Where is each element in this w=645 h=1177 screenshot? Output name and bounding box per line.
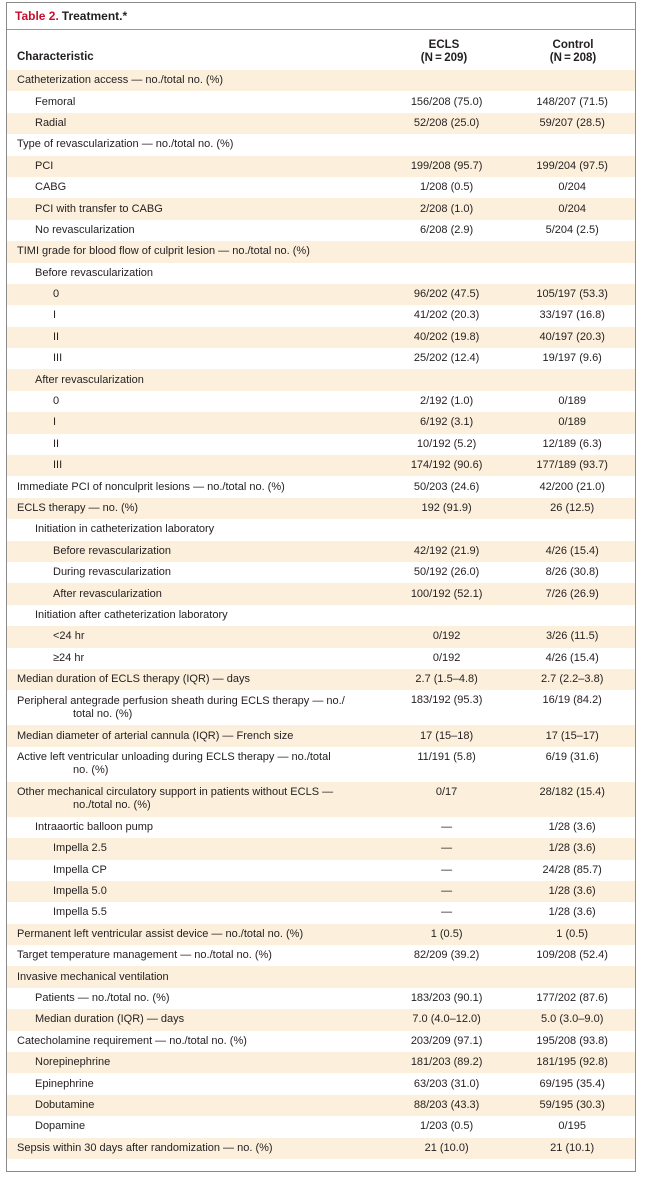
cell-control: 4/26 (15.4) [545, 651, 599, 664]
cell-ecls: 52/208 (25.0) [413, 116, 480, 129]
cell-ecls [384, 134, 510, 155]
table-row [7, 562, 635, 583]
table-row [7, 113, 635, 134]
row-label: ≥24 hr [53, 651, 85, 664]
table-caption: Treatment.* [61, 9, 128, 23]
cell-control: 19/197 (9.6) [542, 352, 602, 365]
cell-control: 59/207 (28.5) [539, 116, 605, 129]
table-row [7, 434, 635, 455]
table-row [7, 519, 635, 540]
table-row [7, 1116, 635, 1137]
table-row [7, 924, 635, 945]
table-row [7, 305, 635, 326]
table-row [7, 91, 635, 112]
table-number: Table 2. [15, 9, 59, 23]
cell-ecls: 42/192 (21.9) [413, 544, 480, 557]
cell-ecls: 2.7 (1.5–4.8) [415, 673, 478, 686]
table-row [7, 412, 635, 433]
cell-control: 33/197 (16.8) [539, 309, 605, 322]
cell-control [509, 966, 635, 987]
table-title [7, 3, 635, 30]
column-header-control [503, 39, 643, 65]
table-row [7, 648, 635, 669]
cell-ecls: 1/208 (0.5) [419, 181, 474, 194]
row-label: Median duration of ECLS therapy (IQR) — days [17, 673, 250, 686]
cell-control: 1/28 (3.6) [548, 842, 596, 855]
cell-ecls: 6/192 (3.1) [419, 416, 474, 429]
cell-ecls: 1/203 (0.5) [419, 1120, 474, 1133]
table-row [7, 605, 635, 626]
table-row [7, 945, 635, 966]
row-label: Femoral [35, 95, 76, 108]
row-label: Norepinephrine [35, 1056, 111, 1069]
cell-ecls: — [441, 820, 453, 833]
row-label: III [53, 352, 63, 365]
table-row [7, 838, 635, 859]
table-row [7, 902, 635, 923]
cell-control: 6/19 (31.6) [545, 750, 599, 763]
cell-control: 28/182 (15.4) [539, 785, 605, 798]
table-row [7, 1052, 635, 1073]
table-row [7, 747, 635, 782]
cell-ecls: 6/208 (2.9) [419, 223, 474, 236]
table-row [7, 817, 635, 838]
row-label: No revascularization [35, 223, 135, 236]
cell-control: 177/202 (87.6) [536, 992, 608, 1005]
cell-control: 8/26 (30.8) [545, 566, 599, 579]
table-row [7, 284, 635, 305]
row-label: ECLS therapy — no. (%) [17, 502, 139, 514]
row-label: During revascularization [53, 566, 171, 579]
cell-ecls: 0/192 [432, 651, 461, 664]
cell-ecls: 2/192 (1.0) [419, 395, 474, 408]
cell-control: 3/26 (11.5) [546, 630, 599, 643]
control-n: (N = 208) [549, 52, 597, 64]
row-label: Initiation after catheterization laboratory [35, 608, 228, 621]
cell-ecls: 50/192 (26.0) [413, 566, 480, 579]
cell-control [509, 241, 635, 262]
table-row [7, 690, 635, 725]
table-header [7, 30, 635, 70]
row-label: I [53, 416, 57, 429]
cell-control: 0/195 [558, 1120, 586, 1133]
row-label: Target temperature management — no./total no. (%) [17, 949, 272, 962]
row-label: Intraaortic balloon pump [35, 820, 154, 833]
cell-control: 17 (15–17) [545, 729, 599, 742]
row-label: Immediate PCI of nonculprit lesions — no./total no. (%) [17, 480, 285, 493]
cell-control: 4/26 (15.4) [545, 544, 599, 557]
cell-control: 59/195 (30.3) [539, 1098, 605, 1111]
row-label: PCI [35, 159, 54, 172]
ecls-name: ECLS [428, 39, 460, 51]
cell-ecls: 7.0 (4.0–12.0) [412, 1013, 481, 1026]
row-label: Median diameter of arterial cannula (IQR) — French size [17, 729, 294, 742]
cell-control: 16/19 (84.2) [542, 694, 602, 707]
row-label: Catecholamine requirement — no./total no. (%) [17, 1034, 247, 1047]
cell-ecls: — [441, 863, 453, 876]
table-row [7, 198, 635, 219]
cell-ecls [384, 70, 510, 91]
table-row [7, 220, 635, 241]
cell-control: 177/189 (93.7) [536, 459, 608, 472]
row-label: Initiation in catheterization laboratory [35, 523, 215, 536]
row-label [7, 690, 384, 725]
table-row [7, 369, 635, 390]
cell-control: 42/200 (21.0) [539, 480, 605, 493]
row-label: II [53, 437, 60, 450]
cell-ecls: 41/202 (20.3) [413, 309, 480, 322]
cell-ecls [384, 369, 510, 390]
table-row [7, 498, 635, 519]
cell-ecls: 21 (10.0) [424, 1141, 469, 1154]
column-header-ecls [374, 39, 514, 65]
cell-control: 1/28 (3.6) [548, 906, 596, 919]
cell-control: 12/189 (6.3) [542, 437, 602, 450]
cell-control [509, 369, 635, 390]
cell-control: 69/195 (35.4) [539, 1077, 605, 1090]
cell-control: 0/189 [558, 416, 586, 429]
cell-ecls: 88/203 (43.3) [413, 1098, 480, 1111]
cell-ecls: 96/202 (47.5) [413, 288, 480, 301]
cell-control: 5/204 (2.5) [545, 223, 599, 236]
cell-ecls: 1 (0.5) [430, 927, 463, 940]
cell-control: 1 (0.5) [556, 927, 589, 940]
cell-control: 1/28 (3.6) [548, 820, 596, 833]
cell-ecls: 0/192 [432, 630, 461, 643]
table-row [7, 860, 635, 881]
cell-ecls: — [441, 906, 453, 919]
table-row [7, 177, 635, 198]
cell-ecls: 40/202 (19.8) [413, 330, 480, 343]
cell-control: 0/204 [558, 202, 586, 215]
table-row [7, 348, 635, 369]
table-row [7, 669, 635, 690]
row-label: 0 [53, 288, 60, 301]
table-row [7, 70, 635, 91]
cell-control: 2.7 (2.2–3.8) [541, 673, 604, 686]
row-label: Invasive mechanical ventilation [17, 970, 169, 983]
cell-control: 195/208 (93.8) [536, 1034, 608, 1047]
row-label-line2: total no. (%) [73, 707, 133, 720]
treatment-table [7, 70, 635, 1159]
cell-ecls: 0/17 [435, 785, 458, 798]
table-row [7, 725, 635, 746]
cell-ecls: 17 (15–18) [419, 729, 474, 742]
row-label: Dobutamine [35, 1098, 95, 1111]
cell-control: 105/197 (53.3) [536, 288, 608, 301]
table-row [7, 1009, 635, 1030]
cell-control: 5.0 (3.0–9.0) [541, 1013, 604, 1026]
cell-control: 181/195 (92.8) [536, 1056, 608, 1069]
row-label: Median duration (IQR) — days [35, 1013, 185, 1026]
table-row [7, 988, 635, 1009]
row-label [7, 747, 384, 782]
cell-ecls: 174/192 (90.6) [410, 459, 483, 472]
row-label: Catheterization access — no./total no. (%) [17, 74, 224, 87]
row-label: Sepsis within 30 days after randomization — no. (%) [17, 1141, 273, 1154]
cell-ecls: 183/203 (90.1) [410, 992, 483, 1005]
row-label: After revascularization [53, 587, 162, 600]
cell-control: 148/207 (71.5) [536, 95, 608, 108]
cell-ecls [384, 519, 510, 540]
ecls-n: (N = 209) [420, 52, 468, 64]
cell-control [509, 134, 635, 155]
row-label: CABG [35, 181, 67, 194]
row-label-line2: no./total no. (%) [73, 799, 151, 812]
cell-ecls: 11/191 (5.8) [417, 750, 476, 763]
cell-ecls: 63/203 (31.0) [413, 1077, 480, 1090]
row-label: Impella 5.5 [53, 906, 107, 919]
cell-ecls: 10/192 (5.2) [416, 437, 477, 450]
row-label: Impella 2.5 [53, 842, 107, 855]
cell-control: 40/197 (20.3) [539, 330, 605, 343]
row-label: 0 [53, 395, 60, 408]
table-row [7, 134, 635, 155]
table-row [7, 476, 635, 497]
row-label: PCI with transfer to CABG [35, 202, 163, 215]
cell-ecls: 2/208 (1.0) [419, 202, 474, 215]
row-label: Dopamine [35, 1120, 86, 1133]
cell-control: 199/204 (97.5) [536, 159, 608, 172]
table-row [7, 241, 635, 262]
cell-ecls [384, 605, 510, 626]
cell-control [509, 605, 635, 626]
cell-control [509, 263, 635, 284]
cell-ecls [384, 241, 510, 262]
cell-control: 7/26 (26.9) [545, 587, 599, 600]
cell-ecls: 50/203 (24.6) [413, 480, 480, 493]
cell-control: 109/208 (52.4) [536, 949, 608, 962]
table-row [7, 782, 635, 817]
table-row [7, 156, 635, 177]
row-label: Before revascularization [35, 266, 154, 279]
table-frame [6, 2, 636, 1172]
cell-control [509, 519, 635, 540]
row-label-line1: Active left ventricular unloading during ECLS therapy — no./total [17, 751, 331, 764]
row-label: Permanent left ventricular assist device — no./total no. (%) [17, 927, 304, 940]
cell-control: 24/28 (85.7) [542, 863, 602, 876]
row-label: Type of revascularization — no./total no. (%) [17, 138, 234, 151]
table-row [7, 541, 635, 562]
cell-ecls [384, 263, 510, 284]
row-label: After revascularization [35, 373, 144, 386]
row-label: III [53, 459, 63, 472]
row-label: Impella CP [53, 863, 107, 876]
table-row [7, 881, 635, 902]
cell-ecls: 25/202 (12.4) [413, 352, 480, 365]
cell-control: 1/28 (3.6) [548, 885, 596, 898]
cell-ecls: 82/209 (39.2) [413, 949, 480, 962]
cell-ecls [384, 966, 510, 987]
row-label: Radial [35, 116, 67, 129]
row-label: Patients — no./total no. (%) [35, 992, 170, 1005]
cell-ecls: 192 (91.9) [421, 502, 472, 514]
table-row [7, 1073, 635, 1094]
row-label: Impella 5.0 [53, 885, 107, 898]
table-row [7, 455, 635, 476]
row-label [7, 782, 384, 817]
cell-ecls: 156/208 (75.0) [410, 95, 483, 108]
cell-ecls: 199/208 (95.7) [410, 159, 483, 172]
row-label: TIMI grade for blood flow of culprit lesion — no./total no. (%) [17, 245, 310, 258]
cell-control: 21 (10.1) [550, 1141, 595, 1154]
control-name: Control [552, 39, 594, 51]
table-row [7, 391, 635, 412]
row-label-line2: no. (%) [73, 764, 109, 777]
cell-control: 0/204 [558, 181, 586, 194]
cell-control: 26 (12.5) [550, 502, 595, 514]
row-label: II [53, 330, 60, 343]
table-row [7, 327, 635, 348]
cell-ecls: 100/192 (52.1) [410, 587, 483, 600]
column-header-characteristic: Characteristic [17, 51, 94, 63]
cell-ecls: 181/203 (89.2) [410, 1056, 483, 1069]
table-row [7, 583, 635, 604]
cell-ecls: — [441, 842, 453, 855]
row-label-line1: Other mechanical circulatory support in patients without ECLS — [17, 786, 334, 799]
cell-ecls: 183/192 (95.3) [410, 694, 483, 707]
table-row [7, 1031, 635, 1052]
row-label-line1: Peripheral antegrade perfusion sheath during ECLS therapy — no./ [17, 694, 345, 707]
table-row [7, 966, 635, 987]
table-row [7, 626, 635, 647]
row-label: <24 hr [53, 630, 85, 643]
cell-control [509, 70, 635, 91]
cell-ecls: — [441, 885, 453, 898]
cell-ecls: 203/209 (97.1) [410, 1034, 483, 1047]
cell-control: 0/189 [558, 395, 586, 408]
row-label: Epinephrine [35, 1077, 94, 1090]
table-row [7, 1095, 635, 1116]
table-row [7, 1138, 635, 1159]
table-row [7, 263, 635, 284]
row-label: Before revascularization [53, 544, 172, 557]
row-label: I [53, 309, 57, 322]
